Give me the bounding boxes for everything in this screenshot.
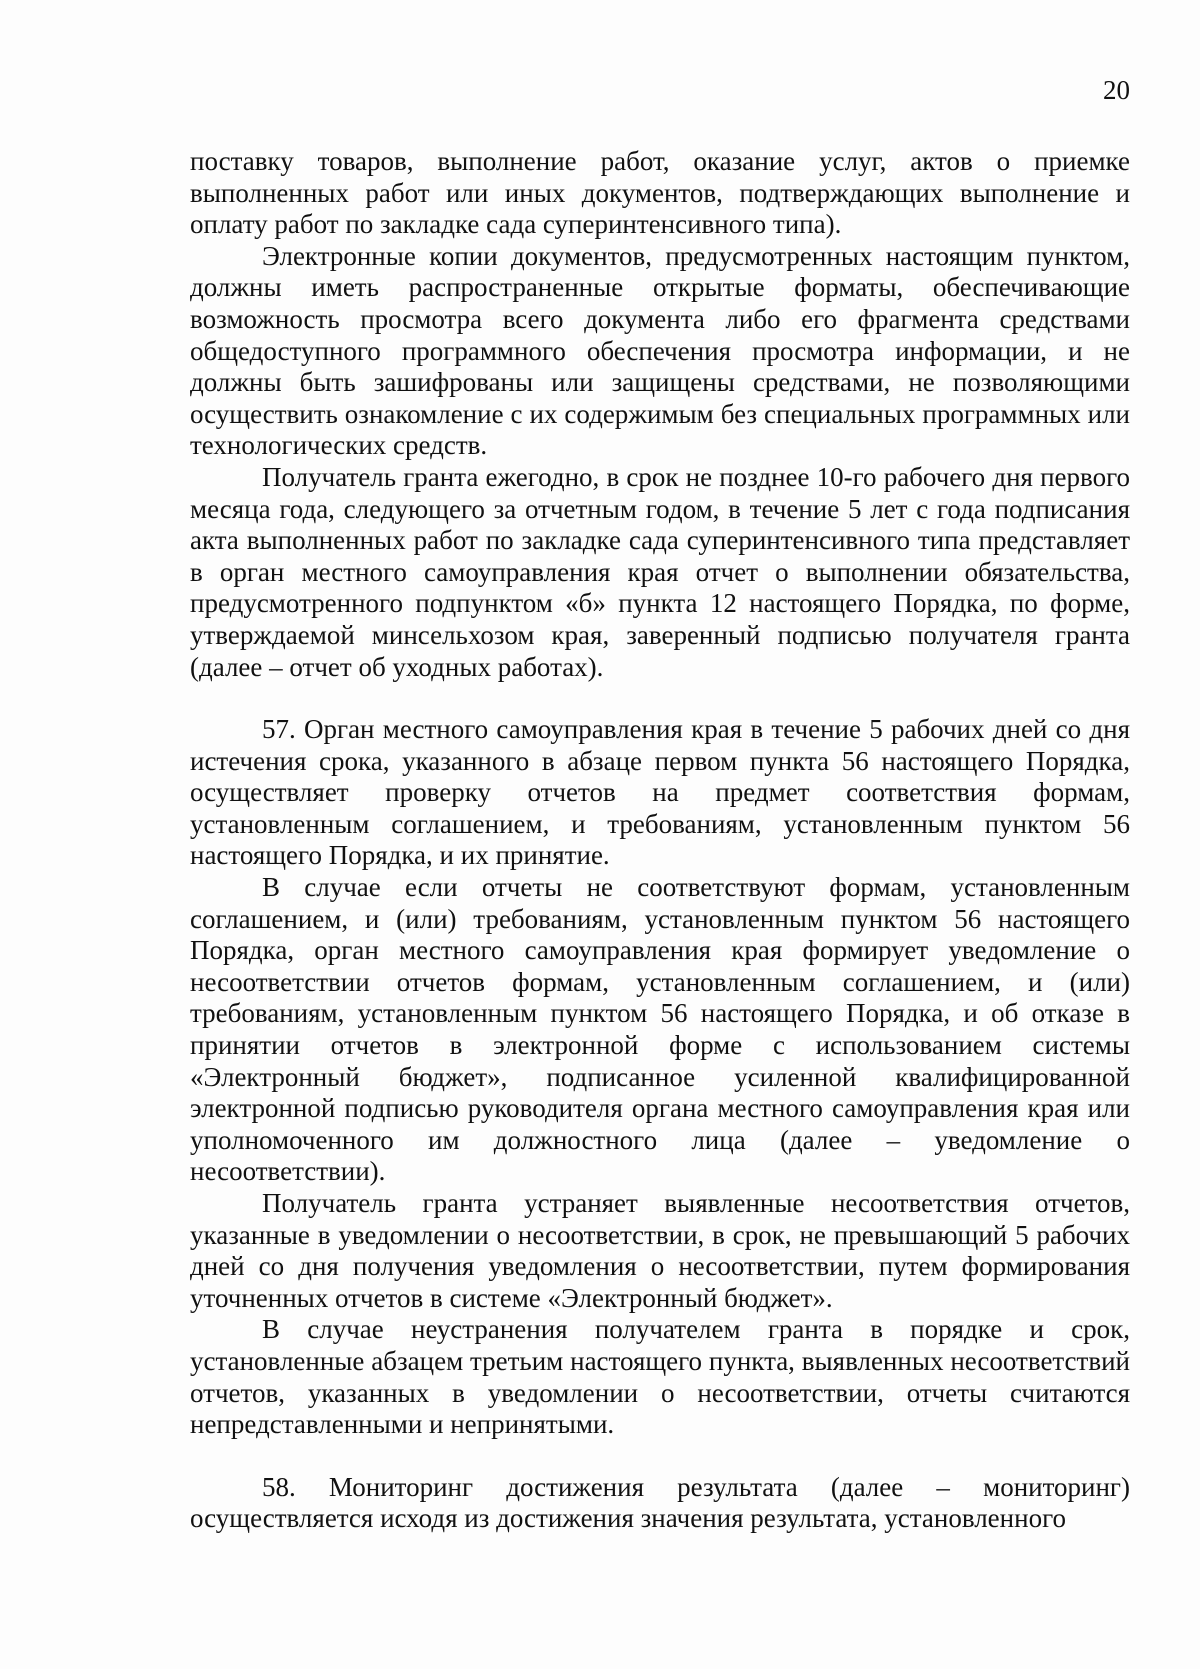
paragraph-nonconformity-notice: В случае если отчеты не соответствуют формам, установленным соглашением, и (или) требованиям, установленным пунктом 56 настоящего Порядка, орган местного самоуправления края формирует уведомление о несоответствии отчетов формам, установленным соглашением, и (или) требованиям, установленным пунктом 56 настоящего Порядка, и об отказе в принятии отчетов в электронной форме с использованием системы «Электронный бюджет», подписанное усиленной квалифицированной электронной подписью руководителя органа местного самоуправления края или уполномоченного им должностного лица (далее – уведомление о несоответствии).: [190, 872, 1130, 1187]
page-number: 20: [1103, 75, 1130, 105]
paragraph-electronic-copies: Электронные копии документов, предусмотренных настоящим пунктом, должны иметь распространенные открытые форматы, обеспечивающие возможность просмотра всего документа либо его фрагмента средствами общедоступного программного обеспечения просмотра информации, и не должны быть зашифрованы или защищены средствами, не позволяющими осуществить ознакомление с их содержимым без специальных программных или технологических средств.: [190, 240, 1130, 461]
paragraph-item-58: 58. Мониторинг достижения результата (далее – мониторинг) осуществляется исходя из достижения значения результата, установленного: [190, 1471, 1130, 1534]
document-body: [190, 146, 1130, 1535]
paragraph-continuation: поставку товаров, выполнение работ, оказание услуг, актов о приемке выполненных работ или иных документов, подтверждающих выполнение и оплату работ по закладке сада суперинтенсивного типа).: [190, 146, 1130, 240]
paragraph-item-57: 57. Орган местного самоуправления края в течение 5 рабочих дней со дня истечения срока, указанного в абзаце первом пункта 56 настоящего Порядка, осуществляет проверку отчетов на предмет соответствия формам, установленным соглашением, и требованиям, установленным пунктом 56 настоящего Порядка, и их принятие.: [190, 714, 1130, 871]
paragraph-not-accepted: В случае неустранения получателем гранта в порядке и срок, установленные абзацем третьим настоящего пункта, выявленных несоответствий отчетов, указанных в уведомлении о несоответствии, отчеты считаются непредставленными и непринятыми.: [190, 1314, 1130, 1440]
paragraph-corrections: Получатель гранта устраняет выявленные несоответствия отчетов, указанные в уведомлении о несоответствии, в срок, не превышающий 5 рабочих дней со дня получения уведомления о несоответствии, путем формирования уточненных отчетов в системе «Электронный бюджет».: [190, 1188, 1130, 1313]
paragraph-annual-report: Получатель гранта ежегодно, в срок не позднее 10-го рабочего дня первого месяца года, следующего за отчетным годом, в течение 5 лет с года подписания акта выполненных работ по закладке сада суперинтенсивного типа представляет в орган местного самоуправления края отчет о выполнении обязательства, предусмотренного подпунктом «б» пункта 12 настоящего Порядка, по форме, утверждаемой минсельхозом края, заверенный подписью получателя гранта (далее – отчет об уходных работах).: [190, 461, 1130, 682]
